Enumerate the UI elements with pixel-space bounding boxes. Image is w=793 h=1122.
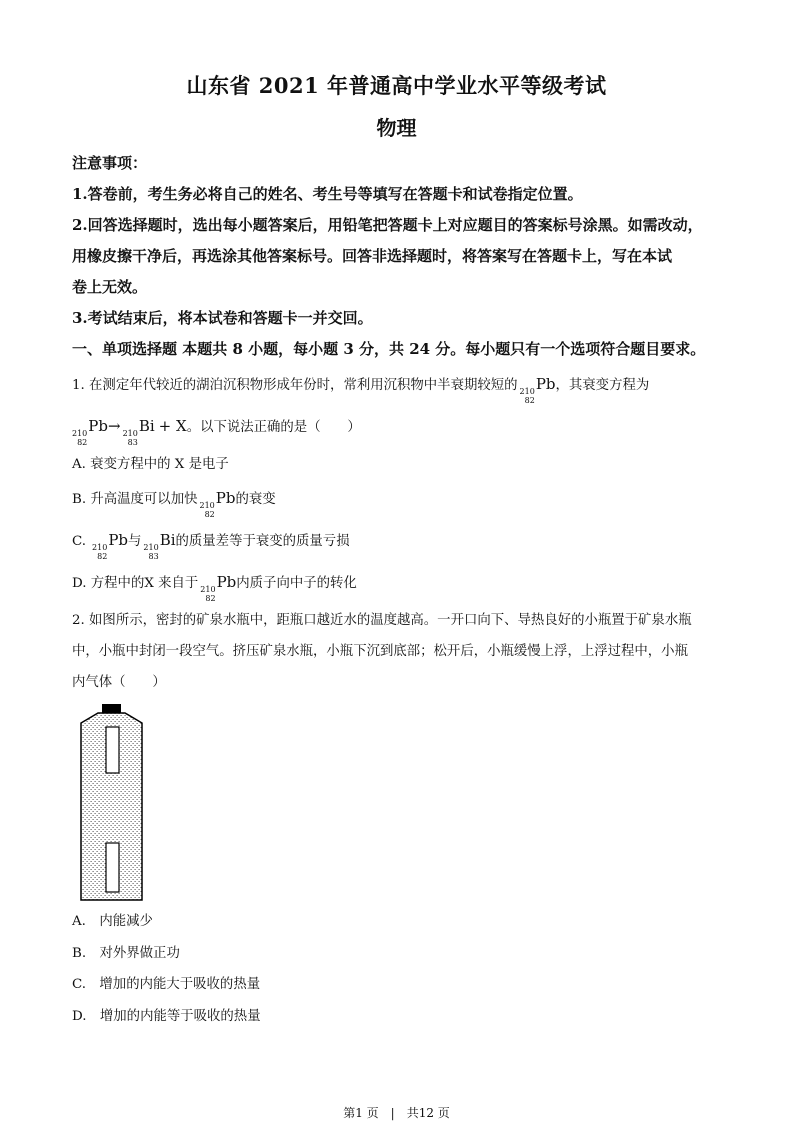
q2-option-d: D. 增加的内能等于吸收的热量: [72, 1009, 261, 1024]
eq-arrow: →: [107, 417, 121, 435]
q1-option-d: [72, 572, 357, 603]
q1-option-c-pre: C.: [72, 534, 87, 549]
eq-bi-symbol: Bi: [138, 417, 155, 435]
exam-subject: 物理: [376, 116, 417, 140]
q1-line-1: [72, 374, 649, 405]
eq-pb-charge: 82: [77, 438, 88, 447]
optb-pb-symbol: Pb: [215, 489, 236, 507]
optc-pb-charge: 82: [97, 552, 108, 561]
pb-isotope-numbers: [520, 387, 535, 405]
q1-option-d-pre: D. 方程中的X 来自于: [72, 576, 199, 591]
optb-pb-numbers: [199, 501, 214, 519]
optd-pb-numbers: [200, 585, 215, 603]
q1-option-a: A. 衰变方程中的 X 是电子: [72, 457, 229, 472]
q1-option-b-pre: B. 升高温度可以加快: [72, 492, 198, 507]
notice-item-2-line-3: 卷上无效。: [72, 278, 148, 296]
q2-option-a: A. 内能减少: [72, 914, 153, 929]
optc-bi-mass: 210: [143, 543, 159, 552]
optc-pb-symbol: Pb: [108, 531, 129, 549]
notice-item-1: 1.答卷前，考生务必将自己的姓名、考生号等填写在答题卡和试卷指定位置。: [72, 185, 583, 203]
q1-equation-line: [72, 416, 361, 447]
optb-pb-charge: 82: [204, 510, 215, 519]
q1-option-d-post: 内质子向中子的转化: [236, 576, 357, 591]
eq-bi-charge: 83: [127, 438, 138, 447]
section-heading: 一、单项选择题 本题共 8 小题，每小题 3 分，共 24 分。每小题只有一个选项符合题目要求。: [72, 340, 706, 358]
optc-bi-symbol: Bi: [159, 531, 176, 549]
q1-option-c-post: 的质量差等于衰变的质量亏损: [175, 534, 350, 549]
q1-option-c-mid: 与: [128, 534, 142, 549]
optb-pb-mass: 210: [199, 501, 215, 510]
q1-text-1: 1. 在测定年代较近的湖泊沉积物形成年份时，常利用沉积物中半衰期较短的: [72, 378, 518, 393]
small-vial-bottom: [106, 843, 119, 892]
q2-line-3: 内气体（ ）: [72, 675, 166, 690]
q1-option-b-post: 的衰变: [235, 492, 276, 507]
q2-option-c: C. 增加的内能大于吸收的热量: [72, 977, 261, 992]
optd-pb-charge: 82: [205, 594, 216, 603]
eq-pb-symbol: Pb: [88, 417, 108, 435]
pb-mass-number: 210: [519, 387, 535, 396]
optd-pb-symbol: Pb: [216, 573, 237, 591]
exam-title: 山东省 2021 年普通高中学业水平等级考试: [186, 73, 607, 98]
eq-plus-x: + X: [158, 417, 187, 435]
eq-bi-numbers: [123, 429, 138, 447]
q1-option-c: [72, 530, 350, 561]
eq-pb-numbers: [72, 429, 87, 447]
optc-pb-numbers: [92, 543, 107, 561]
bottle-cap: [102, 704, 121, 713]
q2-line-2: 中，小瓶中封闭一段空气。挤压矿泉水瓶，小瓶下沉到底部；松开后，小瓶缓慢上浮，上浮过程中，小瓶: [72, 644, 688, 659]
eq-bi-mass: 210: [122, 429, 138, 438]
mineral-water-bottle-figure: [78, 700, 148, 902]
small-vial-top: [106, 727, 119, 773]
q2-option-b: B. 对外界做正功: [72, 946, 180, 961]
pb-symbol: Pb: [535, 375, 556, 393]
q1-text-2-end: 。以下说法正确的是（ ）: [186, 420, 361, 435]
notice-heading: 注意事项：: [72, 154, 148, 172]
pb-charge-number: 82: [524, 396, 535, 405]
optc-bi-charge: 83: [148, 552, 159, 561]
q1-text-1-end: ，其衰变方程为: [555, 378, 650, 393]
optc-pb-mass: 210: [92, 543, 108, 552]
q2-line-1: 2. 如图所示，密封的矿泉水瓶中，距瓶口越近水的温度越高。一开口向下、导热良好的小瓶置于矿泉水瓶: [72, 613, 692, 628]
q1-option-b: [72, 488, 276, 519]
eq-pb-mass: 210: [72, 429, 88, 438]
notice-item-2-line-2: 用橡皮擦干净后，再选涂其他答案标号。回答非选择题时，将答案写在答题卡上，写在本试: [72, 247, 673, 265]
page-footer: 第1 页 | 共12 页: [343, 1106, 450, 1120]
notice-item-2-line-1: 2.回答选择题时，选出每小题答案后，用铅笔把答题卡上对应题目的答案标号涂黑。如需改动，: [72, 216, 703, 234]
optd-pb-mass: 210: [200, 585, 216, 594]
optc-bi-numbers: [143, 543, 158, 561]
notice-item-3: 3.考试结束后，将本试卷和答题卡一并交回。: [72, 309, 373, 327]
